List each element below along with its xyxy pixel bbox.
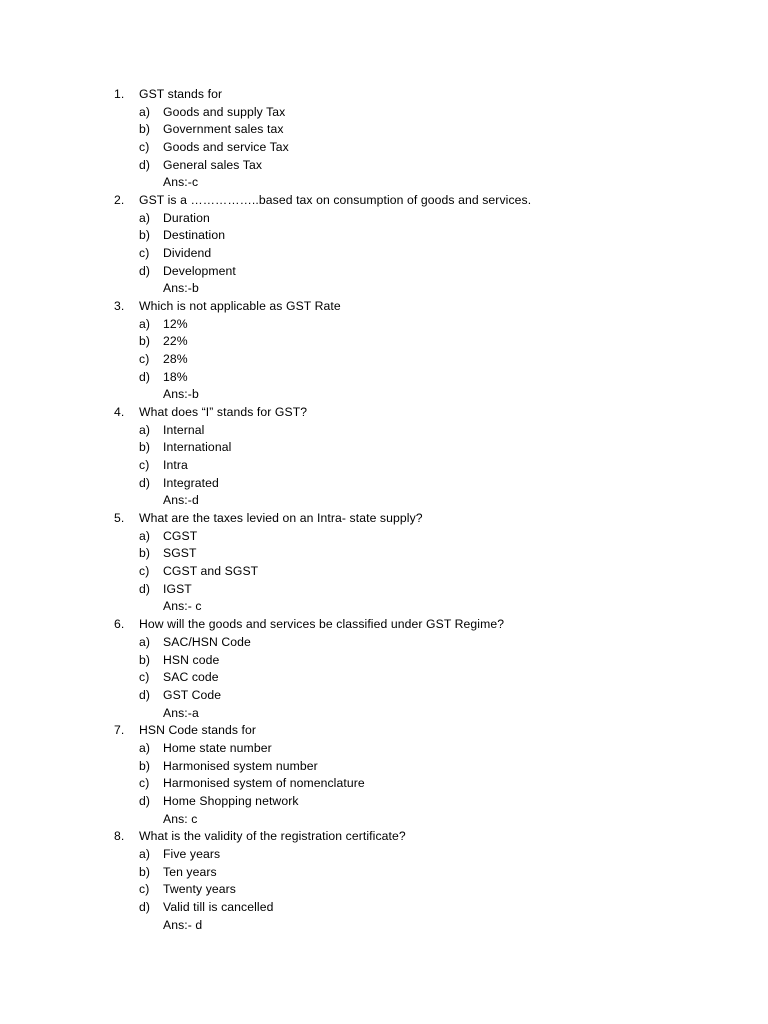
option-row	[114, 881, 734, 899]
option-letter: c)	[139, 246, 150, 261]
option-letter: c)	[139, 776, 150, 791]
option-row	[114, 864, 734, 882]
option-letter: d)	[139, 899, 151, 914]
answer-text: Ans:-b	[163, 281, 199, 296]
option-row	[114, 263, 734, 281]
option-text: Harmonised system of nomenclature	[163, 776, 365, 791]
option-letter: b)	[139, 652, 151, 667]
question-block	[114, 616, 734, 722]
answer-row	[114, 811, 734, 829]
option-text: 12%	[163, 316, 188, 331]
option-text: Harmonised system number	[163, 758, 318, 773]
answer-text: Ans: c	[163, 811, 198, 826]
option-text: Integrated	[163, 475, 219, 490]
option-letter: d)	[139, 369, 151, 384]
option-text: Development	[163, 263, 236, 278]
question-block	[114, 510, 734, 616]
option-letter: d)	[139, 475, 151, 490]
option-row	[114, 652, 734, 670]
option-row	[114, 740, 734, 758]
option-text: CGST	[163, 528, 198, 543]
option-letter: c)	[139, 882, 150, 897]
option-row	[114, 846, 734, 864]
option-text: Dividend	[163, 246, 212, 261]
option-text: Twenty years	[163, 882, 236, 897]
answer-text: Ans:-c	[163, 175, 199, 190]
option-text: SAC code	[163, 670, 219, 685]
option-text: 28%	[163, 352, 188, 367]
option-text: Five years	[163, 846, 221, 861]
option-letter: d)	[139, 581, 151, 596]
answer-row	[114, 598, 734, 616]
option-letter: b)	[139, 546, 151, 561]
option-letter: b)	[139, 334, 151, 349]
option-letter: a)	[139, 740, 151, 755]
option-text: Government sales tax	[163, 122, 284, 137]
question-row	[114, 616, 734, 634]
option-text: SGST	[163, 546, 197, 561]
answer-row	[114, 280, 734, 298]
option-letter: c)	[139, 564, 150, 579]
option-text: CGST and SGST	[163, 564, 259, 579]
question-text: How will the goods and services be classified under GST Regime?	[139, 617, 505, 632]
option-text: Home Shopping network	[163, 793, 299, 808]
option-letter: b)	[139, 864, 151, 879]
answer-text: Ans:-d	[163, 493, 199, 508]
question-number: 3.	[114, 299, 125, 314]
option-row	[114, 899, 734, 917]
answer-text: Ans:-b	[163, 387, 199, 402]
option-row	[114, 439, 734, 457]
option-letter: a)	[139, 846, 151, 861]
option-row	[114, 457, 734, 475]
option-row	[114, 528, 734, 546]
answer-text: Ans:- c	[163, 599, 202, 614]
question-number: 5.	[114, 511, 125, 526]
option-row	[114, 227, 734, 245]
question-number: 7.	[114, 723, 125, 738]
option-letter: c)	[139, 670, 150, 685]
option-letter: a)	[139, 528, 151, 543]
option-text: Home state number	[163, 740, 272, 755]
option-row	[114, 793, 734, 811]
question-row	[114, 192, 734, 210]
option-row	[114, 545, 734, 563]
answer-row	[114, 492, 734, 510]
question-row	[114, 86, 734, 104]
option-text: Ten years	[163, 864, 217, 879]
question-row	[114, 510, 734, 528]
answer-text: Ans:- d	[163, 917, 203, 932]
question-text: What is the validity of the registration certificate?	[139, 829, 406, 844]
question-text: What does “I” stands for GST?	[139, 405, 308, 420]
answer-row	[114, 705, 734, 723]
option-row	[114, 475, 734, 493]
option-text: Destination	[163, 228, 226, 243]
question-list	[114, 86, 734, 934]
option-row	[114, 775, 734, 793]
option-row	[114, 669, 734, 687]
question-text: HSN Code stands for	[139, 723, 257, 738]
question-block	[114, 192, 734, 298]
answer-text: Ans:-a	[163, 705, 199, 720]
option-text: IGST	[163, 581, 192, 596]
option-row	[114, 687, 734, 705]
answer-row	[114, 174, 734, 192]
option-text: Goods and supply Tax	[163, 104, 286, 119]
option-text: SAC/HSN Code	[163, 634, 251, 649]
option-letter: b)	[139, 228, 151, 243]
option-letter: d)	[139, 157, 151, 172]
question-block	[114, 828, 734, 934]
answer-row	[114, 917, 734, 935]
option-letter: a)	[139, 210, 151, 225]
question-text: What are the taxes levied on an Intra- state supply?	[139, 511, 423, 526]
option-text: International	[163, 440, 232, 455]
question-row	[114, 298, 734, 316]
option-letter: a)	[139, 104, 151, 119]
option-text: Valid till is cancelled	[163, 899, 274, 914]
option-letter: a)	[139, 634, 151, 649]
option-letter: a)	[139, 316, 151, 331]
option-row	[114, 369, 734, 387]
option-row	[114, 422, 734, 440]
option-text: 18%	[163, 369, 188, 384]
question-block	[114, 86, 734, 192]
option-row	[114, 351, 734, 369]
question-block	[114, 722, 734, 828]
option-letter: c)	[139, 352, 150, 367]
question-row	[114, 404, 734, 422]
question-row	[114, 722, 734, 740]
option-row	[114, 563, 734, 581]
option-letter: b)	[139, 758, 151, 773]
option-letter: c)	[139, 140, 150, 155]
question-number: 1.	[114, 87, 125, 101]
option-text: Internal	[163, 422, 205, 437]
option-row	[114, 157, 734, 175]
question-text: GST is a ……………..based tax on consumption of goods and services.	[139, 193, 532, 208]
question-text: GST stands for	[139, 87, 223, 101]
question-number: 8.	[114, 829, 125, 844]
option-letter: b)	[139, 122, 151, 137]
option-text: General sales Tax	[163, 157, 263, 172]
question-number: 4.	[114, 405, 125, 420]
question-number: 2.	[114, 193, 125, 208]
option-row	[114, 634, 734, 652]
option-text: GST Code	[163, 687, 222, 702]
option-row	[114, 758, 734, 776]
answer-row	[114, 386, 734, 404]
option-row	[114, 245, 734, 263]
question-text: Which is not applicable as GST Rate	[139, 299, 341, 314]
option-row	[114, 210, 734, 228]
question-block	[114, 404, 734, 510]
option-row	[114, 581, 734, 599]
question-number: 6.	[114, 617, 125, 632]
option-letter: d)	[139, 793, 151, 808]
option-row	[114, 333, 734, 351]
question-block	[114, 298, 734, 404]
question-row	[114, 828, 734, 846]
option-text: Duration	[163, 210, 210, 225]
option-letter: a)	[139, 422, 151, 437]
option-letter: d)	[139, 687, 151, 702]
option-row	[114, 139, 734, 157]
option-row	[114, 316, 734, 334]
option-letter: d)	[139, 263, 151, 278]
option-text: 22%	[163, 334, 188, 349]
option-letter: c)	[139, 458, 150, 473]
option-row	[114, 104, 734, 122]
option-text: Goods and service Tax	[163, 140, 289, 155]
option-text: HSN code	[163, 652, 220, 667]
option-row	[114, 121, 734, 139]
option-text: Intra	[163, 458, 188, 473]
option-letter: b)	[139, 440, 151, 455]
